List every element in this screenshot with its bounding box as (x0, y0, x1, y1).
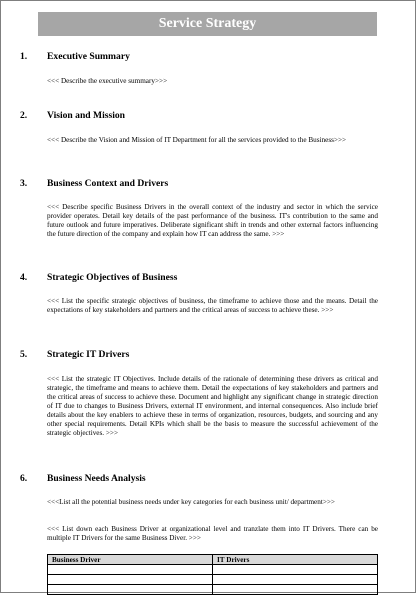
section-6-body-2: <<< List down each Business Driver at organizational level and tranzlate them into IT Drivers. There can be multiple IT Drivers for the same Business Diver. >>> (47, 525, 378, 542)
section-4-body: <<< List the specific strategic objectives of business, the timeframe to achieve those and the means. Detail the expectations of key stakeholders and partners and the critical areas of success to achieve these. >>> (47, 297, 378, 314)
section-2-body: <<< Describe the Vision and Mission of IT Department for all the services provided to the Business>>> (47, 136, 347, 144)
section-number: 2. (20, 110, 28, 121)
table-row (48, 575, 378, 585)
table-cell[interactable] (48, 585, 213, 595)
section-title: Business Needs Analysis (47, 473, 146, 484)
table-header-business-driver: Business Driver (48, 555, 213, 565)
section-title: Vision and Mission (47, 110, 126, 121)
section-number: 5. (20, 349, 28, 360)
business-drivers-table (47, 554, 378, 595)
section-5-body: <<< List the strategic IT Objectives. Include details of the rationale of determining these drivers as critical and strategic, the timeframe and means to achieve them. Detail the expectations of key stakeholders and partners and the critical areas of success to achieve these. Document and highlight any significant change in strategic direction of IT due to changes to Business Drivers, external IT environment, and internal consequences. Also include brief details about the key enablers to achieve these in terms of organization, resources, budgets, and sourcing and any other special requirements. Detail KPIs which shall be the basis to measure the successful achievement of the strategic objectives. >>> (47, 375, 378, 437)
table-header-row (48, 555, 378, 565)
section-title: Executive Summary (47, 51, 130, 62)
table-cell[interactable] (213, 585, 378, 595)
section-number: 3. (20, 178, 28, 189)
table-header-it-drivers: IT Drivers (213, 555, 378, 565)
section-number: 1. (20, 51, 28, 62)
table-cell[interactable] (213, 575, 378, 585)
section-3-body: <<< Describe specific Business Drivers in the overall context of the industry and sector in which the service provider operates. Detail key details of the past performance of the business. IT's contribution to the same and future outlook and future imperatives. Deliberate significant shift in trends and other external factors influencing the future direction of the company and explain how IT can address the same. >>> (47, 203, 378, 238)
table-cell[interactable] (213, 565, 378, 575)
section-title: Strategic IT Drivers (47, 349, 130, 360)
title-banner: Service Strategy (38, 12, 377, 36)
section-6-body-1: <<<List all the potential business needs under key categories for each business unit/ department>>> (47, 498, 335, 506)
table-row (48, 565, 378, 575)
section-title: Strategic Objectives of Business (47, 272, 178, 283)
table-cell[interactable] (48, 565, 213, 575)
table-cell[interactable] (48, 575, 213, 585)
section-number: 6. (20, 473, 28, 484)
table-row (48, 585, 378, 595)
section-1-body: <<< Describe the executive summary>>> (47, 77, 168, 85)
section-title: Business Context and Drivers (47, 178, 169, 189)
section-number: 4. (20, 272, 28, 283)
